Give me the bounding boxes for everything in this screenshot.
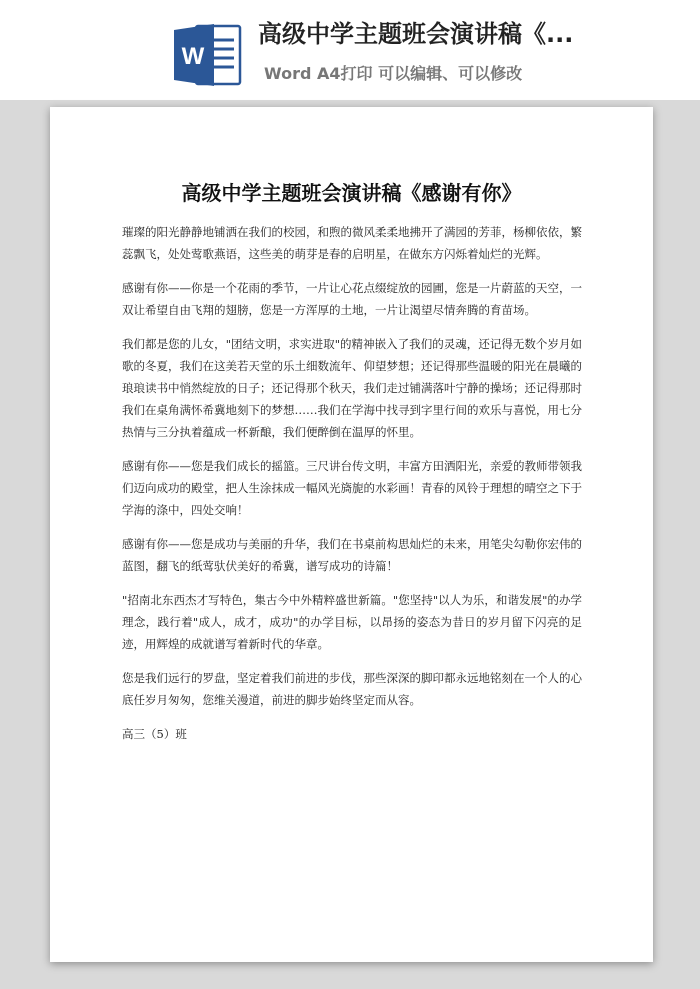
- paragraph-6: "招南北东西杰才写特色，集古今中外精粹盛世新篇。"您坚持"以人为乐，和谐发展"的办学理念，践行着"成人，成才，成功"的办学目标，以昂扬的姿态为昔日的岁月留下闪亮的足迹，用辉煌的成就谱写着新时代的华章。: [122, 593, 582, 651]
- paragraph-2: 感谢有你——你是一个花雨的季节，一片让心花点缀绽放的园圃，您是一片蔚蓝的天空，一双让希望自由飞翔的翅膀，您是一方浑厚的土地，一片让渴望尽情奔腾的育苗场。: [122, 281, 582, 317]
- page-header: [0, 0, 700, 100]
- paragraph-5: 感谢有你——您是成功与美丽的升华，我们在书桌前构思灿烂的未来，用笔尖勾勒你宏伟的蓝图，翻飞的纸莺驮伏美好的希冀，谱写成功的诗篇！: [122, 537, 582, 573]
- header-title: 高级中学主题班会演讲稿《...: [258, 20, 574, 48]
- signature: 高三（5）班: [122, 727, 187, 741]
- paragraph-3: 我们都是您的儿女，"团结文明，求实进取"的精神嵌入了我们的灵魂，还记得无数个岁月如歌的冬夏，我们在这美若天堂的乐土细数流年、仰望梦想；还记得那些温暖的阳光在晨曦的琅琅读书中悄然绽放的日子；还记得那个秋天，我们走过铺满落叶宁静的操场；还记得那时我们在桌角满怀希冀地刻下的梦想……我们在学海中找寻到字里行间的欢乐与喜悦，用七分热情与三分执着蕴成一杯新酿，我们便醉倒在温厚的怀里。: [122, 337, 582, 439]
- paragraph-4: 感谢有你——您是我们成长的摇篮。三尺讲台传文明，丰富方田洒阳光，亲爱的教师带领我们迈向成功的殿堂，把人生涂抹成一幅风光旖旎的水彩画！青春的风铃于理想的晴空之下于学海的涤中，四处交响！: [122, 459, 582, 517]
- word-icon-letter: W: [181, 43, 205, 70]
- header-subtitle: Word A4打印 可以编辑、可以修改: [264, 64, 523, 83]
- paragraph-1: 璀璨的阳光静静地铺洒在我们的校园，和煦的微风柔柔地拂开了满园的芳菲，杨柳依依，繁蕊飘飞，处处莺歌燕语，这些美的萌芽是春的启明星，在做东方闪烁着灿烂的光辉。: [122, 225, 582, 261]
- paragraph-7: 您是我们远行的罗盘，坚定着我们前进的步伐，那些深深的脚印都永远地铭刻在一个人的心底任岁月匆匆，您维关漫道，前进的脚步始终坚定而从容。: [122, 671, 582, 707]
- document-title: 高级中学主题班会演讲稿《感谢有你》: [181, 181, 522, 205]
- document-page: [50, 107, 653, 962]
- word-document-icon: [174, 22, 242, 88]
- document-body: [122, 221, 582, 745]
